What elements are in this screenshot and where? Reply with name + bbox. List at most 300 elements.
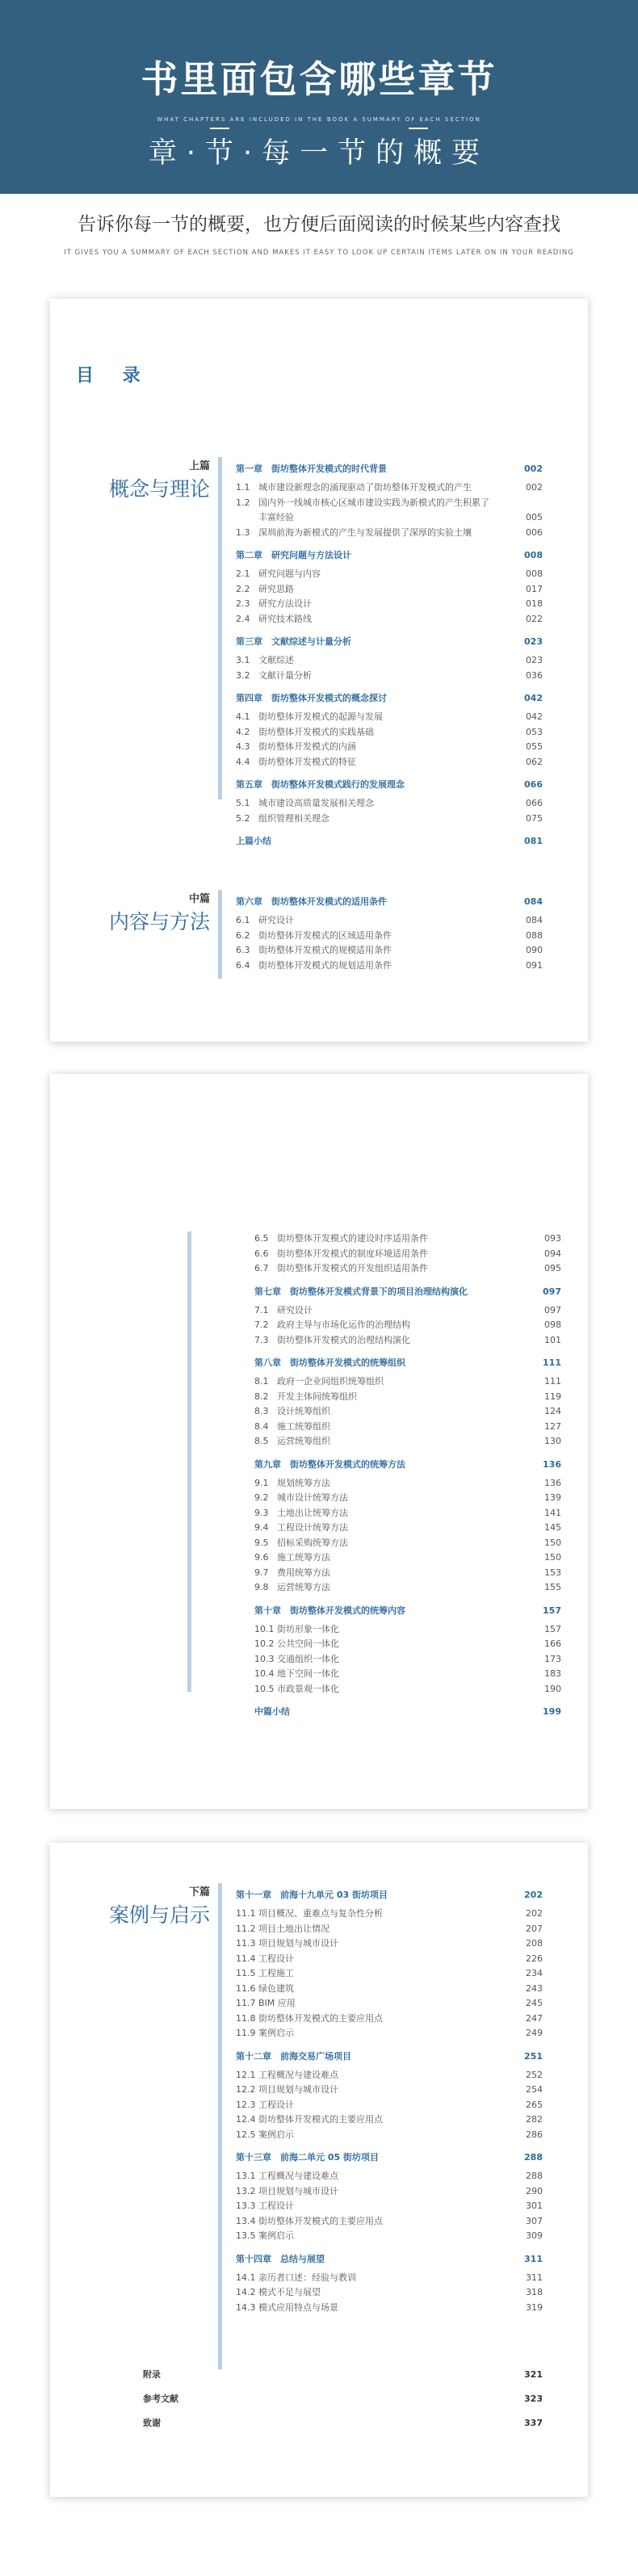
- toc-entry-page: 202: [524, 1890, 543, 1900]
- toc-list-middle: [236, 890, 543, 973]
- toc-entry-title: 第十章 街坊整体开发模式的统筹内容: [254, 1605, 405, 1616]
- toc-entry-number: 12.3: [236, 2099, 256, 2110]
- toc-entry-title: 街坊整体开发模式的区域适用条件: [258, 929, 392, 941]
- toc-chapter[interactable]: [236, 543, 543, 567]
- toc-entry-title: 街坊整体开发模式的治理结构演化: [277, 1334, 410, 1345]
- toc-entry-number: 9.7: [254, 1567, 269, 1578]
- toc-entry-page: 136: [543, 1458, 561, 1470]
- toc-entry-page: 136: [544, 1477, 561, 1488]
- toc-entry[interactable]: [254, 1667, 561, 1682]
- toc-entry-title: 第四章 街坊整体开发模式的概念探讨: [236, 693, 387, 703]
- toc-chapter[interactable]: [236, 630, 543, 653]
- toc-chapter[interactable]: [236, 890, 543, 913]
- toc-entry-number: 12.5: [236, 2129, 256, 2140]
- toc-entry[interactable]: [254, 1247, 561, 1262]
- toc-entry-title: 工程设计: [258, 1953, 294, 1964]
- toc-entry-page: 018: [526, 598, 543, 609]
- toc-entry-number: 11.2: [236, 1923, 256, 1934]
- toc-entry-page: 245: [526, 1998, 543, 2008]
- toc-entry-page: 190: [544, 1683, 561, 1694]
- toc-entry-title: 研究技术路线: [258, 613, 312, 624]
- toc-entry-page: 199: [543, 1706, 561, 1717]
- toc-entry[interactable]: [236, 1966, 543, 1982]
- toc-entry-title: 国内外一线城市核心区城市建设实践为新模式的产生积累了丰富经验: [258, 497, 489, 522]
- toc-entry[interactable]: [236, 2199, 543, 2214]
- toc-list-middle-cont: [254, 1231, 561, 1723]
- toc-entry-title: 街坊整体开发模式的开发组织适用条件: [277, 1263, 428, 1273]
- toc-entry-title: 城市建设新理念的涌现驱动了街坊整体开发模式的产生: [258, 482, 472, 493]
- toc-entry[interactable]: [254, 1580, 561, 1596]
- toc-entry-title: 第一章 街坊整体开发模式的时代背景: [236, 464, 387, 474]
- toc-entry-number: 1.1: [236, 482, 250, 493]
- toc-entry-title: 招标采购统筹方法: [277, 1537, 348, 1548]
- toc-entry-number: 13.1: [236, 2171, 256, 2181]
- toc-entry-page: 053: [526, 726, 543, 737]
- toc-summary[interactable]: [236, 829, 543, 853]
- toc-page-3: [50, 1843, 588, 2497]
- toc-entry-title: 致谢: [143, 2418, 161, 2428]
- toc-entry-title: BIM 应用: [258, 1998, 296, 2008]
- toc-entry-title: 施工统筹组织: [277, 1420, 330, 1432]
- toc-entry-number: 7.3: [254, 1334, 269, 1345]
- toc-list-upper: [236, 457, 543, 853]
- toc-entry[interactable]: [254, 1682, 561, 1697]
- toc-entry[interactable]: [236, 2301, 543, 2316]
- toc-entry-number: 11.8: [236, 2012, 256, 2024]
- toc-entry[interactable]: [236, 725, 543, 740]
- toc-summary[interactable]: [254, 1700, 561, 1723]
- toc-entry[interactable]: [254, 1434, 561, 1450]
- toc-entry-page: 130: [544, 1436, 561, 1446]
- toc-entry-number: 2.2: [236, 583, 250, 594]
- toc-entry-title: 街坊形象一体化: [277, 1623, 339, 1634]
- toc-entry-number: 13.2: [236, 2185, 256, 2196]
- toc-entry-page: 202: [526, 1908, 543, 1919]
- toc-entry-number: 10.5: [254, 1683, 275, 1694]
- toc-entry[interactable]: [236, 2012, 543, 2027]
- toc-entry-page: 111: [543, 1357, 561, 1368]
- header-banner: [0, 0, 638, 194]
- toc-chapter[interactable]: [254, 1351, 561, 1374]
- toc-backmatter[interactable]: [143, 2414, 543, 2432]
- toc-entry[interactable]: [236, 653, 543, 669]
- toc-entry-title: 案例启示: [258, 2230, 294, 2241]
- toc-entry-number: 8.4: [254, 1420, 269, 1432]
- toc-entry-title: 第十二章 前海交易广场项目: [236, 2050, 351, 2062]
- header-rule-left: [210, 128, 229, 129]
- toc-chapter[interactable]: [236, 2146, 543, 2169]
- toc-entry[interactable]: [236, 582, 543, 598]
- toc-entry-title: 第五章 街坊整体开发模式践行的发展理念: [236, 779, 405, 790]
- toc-entry-page: 119: [544, 1391, 561, 1402]
- toc-entry-number: 4.4: [236, 756, 250, 767]
- toc-entry-number: 5.1: [236, 798, 250, 808]
- toc-entry-page: 321: [524, 2369, 543, 2380]
- toc-entry[interactable]: [236, 1907, 543, 1922]
- toc-entry-page: 265: [526, 2099, 543, 2110]
- toc-entry-page: 337: [524, 2418, 543, 2428]
- toc-entry-page: 036: [526, 669, 543, 681]
- toc-entry-page: 075: [526, 812, 543, 824]
- toc-entry-page: 311: [524, 2253, 543, 2264]
- toc-entry[interactable]: [236, 913, 543, 929]
- toc-entry-title: 深圳前海为新模式的产生与发展提供了深厚的实验土壤: [258, 527, 472, 538]
- toc-entry-page: 318: [526, 2287, 543, 2297]
- toc-entry-title: 第七章 街坊整体开发模式背景下的项目治理结构演化: [254, 1286, 468, 1297]
- toc-entry[interactable]: [254, 1261, 561, 1277]
- toc-entry-title: 街坊整体开发模式的起源与发展: [258, 711, 383, 722]
- toc-entry-number: 8.1: [254, 1376, 269, 1387]
- toc-entry[interactable]: [254, 1521, 561, 1536]
- toc-chapter[interactable]: [236, 773, 543, 796]
- toc-chapter[interactable]: [236, 457, 543, 480]
- toc-entry-title: 第九章 街坊整体开发模式的统筹方法: [254, 1458, 405, 1470]
- toc-entry-title: 上篇小结: [236, 836, 271, 846]
- toc-entry-page: 234: [526, 1968, 543, 1978]
- toc-entry-number: 1.2: [236, 497, 250, 508]
- toc-entry-page: 173: [544, 1653, 561, 1664]
- toc-entry[interactable]: [254, 1404, 561, 1420]
- toc-entry-number: 2.4: [236, 613, 250, 624]
- toc-entry-number: 9.5: [254, 1537, 269, 1548]
- toc-entry-title: 案例启示: [258, 2129, 294, 2140]
- toc-entry-title: 运营统筹组织: [277, 1436, 330, 1446]
- toc-entry[interactable]: [236, 526, 543, 541]
- toc-entry-number: 9.8: [254, 1582, 269, 1592]
- toc-entry-number: 6.5: [254, 1233, 269, 1244]
- toc-entry-title: 城市建设高质量发展相关理念: [258, 798, 374, 808]
- toc-entry-page: 150: [544, 1552, 561, 1563]
- toc-entry-page: 166: [544, 1638, 561, 1649]
- toc-entry-page: 286: [526, 2129, 543, 2140]
- toc-entry-number: 12.1: [236, 2069, 256, 2080]
- toc-entry-title: 第二章 研究问题与方法设计: [236, 550, 351, 560]
- toc-entry-title: 公共空间一体化: [277, 1638, 339, 1649]
- toc-entry-title: 案例启示: [258, 2028, 294, 2038]
- toc-entry-number: 6.6: [254, 1248, 269, 1259]
- toc-entry-number: 4.3: [236, 741, 250, 752]
- toc-entry-title: 街坊整体开发模式的建设时序适用条件: [277, 1233, 428, 1244]
- toc-entry-title: 工程施工: [258, 1968, 294, 1978]
- toc-entry-title: 项目规划与城市设计: [258, 2185, 338, 2196]
- toc-entry-page: 101: [544, 1334, 561, 1345]
- toc-entry[interactable]: [236, 2128, 543, 2143]
- toc-entry-number: 10.2: [254, 1638, 275, 1649]
- toc-entry-number: 9.4: [254, 1522, 269, 1533]
- toc-entry-page: 023: [526, 655, 543, 665]
- toc-entry-page: 084: [526, 915, 543, 925]
- toc-entry-page: 002: [524, 464, 543, 474]
- toc-entry-number: 7.1: [254, 1304, 269, 1315]
- toc-entry-title: 街坊整体开发模式的规划适用条件: [258, 959, 392, 971]
- toc-entry-title: 市政景观一体化: [277, 1683, 339, 1694]
- toc-entry-title: 运营统筹方法: [277, 1582, 330, 1592]
- toc-entry-title: 街坊整体开发模式的实践基础: [258, 726, 374, 737]
- toc-entry-number: 7.2: [254, 1319, 269, 1330]
- toc-entry[interactable]: [236, 612, 543, 627]
- toc-entry-title: 交通组织一体化: [277, 1653, 339, 1664]
- toc-chapter[interactable]: [254, 1599, 561, 1622]
- toc-entry-page: 243: [526, 1982, 543, 1994]
- toc-entry[interactable]: [236, 567, 543, 582]
- toc-entry-page: 254: [526, 2084, 543, 2095]
- toc-chapter[interactable]: [236, 686, 543, 710]
- toc-entry-page: 155: [544, 1582, 561, 1592]
- toc-entry-page: 127: [544, 1420, 561, 1432]
- toc-entry-number: 9.1: [254, 1477, 269, 1488]
- toc-page-1: [50, 299, 588, 1042]
- toc-entry-page: 005: [526, 512, 543, 522]
- toc-entry-page: 055: [526, 741, 543, 752]
- toc-entry-title: 地下空间一体化: [277, 1668, 339, 1679]
- toc-entry[interactable]: [236, 1936, 543, 1952]
- toc-entry-title: 研究方法设计: [258, 598, 312, 609]
- part-title: 概念与理论: [108, 477, 210, 501]
- toc-entry-page: 088: [526, 929, 543, 941]
- toc-entry-page: 017: [526, 583, 543, 594]
- toc-entry-page: 157: [544, 1623, 561, 1634]
- toc-entry-title: 工程概况与建设难点: [258, 2171, 338, 2181]
- toc-entry-title: 项目规划与城市设计: [258, 1938, 338, 1949]
- part-title: 案例与启示: [108, 1903, 210, 1927]
- toc-entry[interactable]: [254, 1550, 561, 1566]
- toc-chapter[interactable]: [254, 1453, 561, 1476]
- toc-entry-page: 111: [544, 1376, 561, 1387]
- toc-list-backmatter: [143, 2360, 543, 2432]
- toc-entry[interactable]: [236, 2083, 543, 2098]
- toc-entry[interactable]: [236, 755, 543, 770]
- toc-entry[interactable]: [236, 597, 543, 612]
- toc-entry-number: 12.4: [236, 2114, 256, 2125]
- toc-entry[interactable]: [254, 1566, 561, 1581]
- part-heading-2: [50, 890, 210, 936]
- toc-entry-number: 8.2: [254, 1391, 269, 1402]
- part-label: 中篇: [188, 893, 210, 905]
- toc-entry-number: 6.1: [236, 915, 250, 925]
- toc-entry-page: 023: [524, 636, 543, 647]
- toc-entry-page: 098: [544, 1319, 561, 1330]
- toc-entry-page: 251: [524, 2050, 543, 2062]
- toc-entry-page: 145: [544, 1522, 561, 1533]
- toc-entry-number: 2.3: [236, 598, 250, 609]
- toc-entry-page: 288: [526, 2171, 543, 2181]
- toc-entry[interactable]: [254, 1231, 561, 1247]
- toc-entry[interactable]: [236, 496, 543, 526]
- toc-entry-number: 13.5: [236, 2230, 256, 2241]
- toc-entry-title: 费用统筹方法: [277, 1567, 330, 1578]
- toc-entry[interactable]: [236, 1982, 543, 1997]
- toc-entry[interactable]: [236, 710, 543, 725]
- toc-entry-page: 093: [544, 1233, 561, 1244]
- toc-entry[interactable]: [254, 1506, 561, 1521]
- toc-entry-title: 第十一章 前海十九单元 03 街坊项目: [236, 1890, 388, 1900]
- toc-entry-title: 项目土地出让情况: [258, 1923, 329, 1934]
- toc-entry-page: 311: [526, 2272, 543, 2283]
- toc-entry[interactable]: [254, 1637, 561, 1652]
- toc-entry-title: 街坊整体开发模式的主要应用点: [258, 2114, 383, 2125]
- toc-entry-title: 施工统筹方法: [277, 1552, 330, 1563]
- toc-entry[interactable]: [236, 2098, 543, 2113]
- toc-entry[interactable]: [236, 812, 543, 827]
- toc-entry[interactable]: [236, 2068, 543, 2083]
- toc-entry-page: 290: [526, 2185, 543, 2196]
- toc-entry-title: 工程设计: [258, 2099, 294, 2110]
- toc-entry-title: 研究问题与内容: [258, 568, 321, 579]
- toc-entry-title: 研究设计: [277, 1304, 313, 1315]
- toc-entry[interactable]: [236, 1996, 543, 2012]
- toc-backmatter[interactable]: [143, 2390, 543, 2408]
- toc-entry-number: 1.3: [236, 527, 250, 538]
- toc-entry-page: 288: [524, 2152, 543, 2163]
- toc-entry[interactable]: [254, 1374, 561, 1390]
- toc-entry-page: 301: [526, 2201, 543, 2211]
- toc-entry-number: 10.4: [254, 1668, 275, 1679]
- toc-entry[interactable]: [254, 1491, 561, 1506]
- toc-entry-title: 第十四章 总结与展望: [236, 2253, 325, 2264]
- toc-entry-page: 062: [526, 756, 543, 767]
- toc-entry-title: 参考文献: [143, 2393, 178, 2404]
- section-bar: [187, 1231, 191, 1692]
- toc-entry-page: 042: [526, 711, 543, 722]
- section-bar: [218, 457, 222, 799]
- toc-entry-title: 街坊整体开发模式的特征: [258, 756, 356, 767]
- toc-entry-number: 13.3: [236, 2201, 256, 2211]
- toc-entry-title: 研究思路: [258, 583, 294, 594]
- toc-entry-page: 094: [544, 1248, 561, 1259]
- toc-entry[interactable]: [254, 1420, 561, 1435]
- header-title-en: WHAT CHAPTERS ARE INCLUDED IN THE BOOK A SUMMARY OF EACH SECTION: [157, 116, 481, 123]
- toc-entry-number: 6.2: [236, 929, 250, 941]
- toc-entry[interactable]: [236, 2229, 543, 2244]
- toc-entry-title: 规划统筹方法: [277, 1477, 330, 1488]
- toc-entry-number: 2.1: [236, 568, 250, 579]
- toc-entry-page: 084: [524, 896, 543, 907]
- toc-entry[interactable]: [236, 2214, 543, 2230]
- part-heading-1: [50, 457, 210, 503]
- toc-entry[interactable]: [254, 1318, 561, 1333]
- toc-entry[interactable]: [254, 1333, 561, 1349]
- toc-list-lower: [236, 1883, 543, 2315]
- toc-entry-page: 282: [526, 2114, 543, 2125]
- toc-entry-page: 091: [526, 959, 543, 971]
- toc-entry[interactable]: [236, 2112, 543, 2128]
- intro-text: 告诉你每一节的概要，也方便后面阅读的时候某些内容查找: [78, 214, 560, 235]
- header-subtitle: 章·节·每一节的概要: [148, 137, 490, 170]
- toc-entry[interactable]: [254, 1303, 561, 1319]
- toc-entry[interactable]: [236, 480, 543, 496]
- toc-entry-number: 9.6: [254, 1552, 269, 1563]
- toc-entry[interactable]: [236, 2184, 543, 2200]
- toc-entry-page: 183: [544, 1668, 561, 1679]
- toc-entry-title: 第三章 文献综述与计量分析: [236, 636, 351, 647]
- toc-backmatter[interactable]: [143, 2366, 543, 2384]
- toc-entry-page: 124: [544, 1406, 561, 1416]
- toc-entry[interactable]: [254, 1536, 561, 1551]
- toc-entry-number: 4.1: [236, 711, 250, 722]
- toc-entry-number: 10.1: [254, 1623, 275, 1634]
- toc-entry-title: 文献综述: [258, 655, 294, 665]
- toc-entry-page: 022: [526, 613, 543, 624]
- toc-chapter[interactable]: [254, 1280, 561, 1303]
- toc-entry-page: 002: [526, 482, 543, 493]
- toc-entry-page: 042: [524, 693, 543, 703]
- toc-entry-page: 141: [544, 1507, 561, 1518]
- toc-entry[interactable]: [236, 2026, 543, 2041]
- toc-entry-title: 城市设计统筹方法: [277, 1492, 348, 1503]
- toc-entry-page: 090: [526, 945, 543, 955]
- toc-entry[interactable]: [236, 796, 543, 812]
- section-bar: [218, 1883, 222, 2369]
- toc-entry-title: 政府主导与市场化运作的治理结构: [277, 1319, 410, 1330]
- toc-entry-page: 008: [524, 550, 543, 560]
- toc-entry-page: 252: [526, 2069, 543, 2080]
- toc-entry-number: 8.3: [254, 1406, 269, 1416]
- toc-chapter[interactable]: [236, 2247, 543, 2271]
- toc-entry-number: 9.3: [254, 1507, 269, 1518]
- toc-chapter[interactable]: [236, 1883, 543, 1907]
- toc-entry-title: 第八章 街坊整体开发模式的统筹组织: [254, 1357, 405, 1368]
- toc-entry[interactable]: [236, 2285, 543, 2301]
- toc-entry-page: 207: [526, 1923, 543, 1934]
- toc-entry-number: 4.2: [236, 726, 250, 737]
- toc-entry-page: 081: [524, 836, 543, 846]
- part-heading-3: [50, 1883, 210, 1929]
- toc-entry-number: 3.2: [236, 669, 250, 681]
- toc-entry-page: 208: [526, 1938, 543, 1949]
- toc-entry[interactable]: [254, 1652, 561, 1668]
- toc-entry-title: 模式应用特点与场景: [258, 2301, 338, 2313]
- toc-entry-title: 第六章 街坊整体开发模式的适用条件: [236, 896, 387, 907]
- toc-entry-number: 11.6: [236, 1982, 256, 1994]
- toc-chapter[interactable]: [236, 2045, 543, 2068]
- toc-entry-number: 3.1: [236, 655, 250, 665]
- toc-entry-title: 中篇小结: [254, 1706, 290, 1717]
- toc-entry[interactable]: [236, 2271, 543, 2286]
- toc-entry-page: 309: [526, 2230, 543, 2241]
- toc-entry[interactable]: [254, 1390, 561, 1405]
- toc-entry[interactable]: [254, 1622, 561, 1638]
- toc-entry[interactable]: [236, 943, 543, 959]
- intro-text-en: IT GIVES YOU A SUMMARY OF EACH SECTION AND MAKES IT EASY TO LOOK UP CERTAIN ITEMS LATER ON IN YOUR READING: [64, 249, 574, 257]
- toc-entry-title: 第十三章 前海二单元 05 街坊项目: [236, 2152, 379, 2163]
- toc-entry-title: 街坊整体开发模式的规模适用条件: [258, 945, 392, 955]
- toc-entry-title: 街坊整体开发模式的主要应用点: [258, 2215, 383, 2226]
- toc-entry-number: 14.1: [236, 2272, 256, 2283]
- toc-entry[interactable]: [236, 959, 543, 974]
- toc-entry[interactable]: [236, 2169, 543, 2184]
- toc-entry-page: 150: [544, 1537, 561, 1548]
- toc-entry-title: 研究设计: [258, 915, 294, 925]
- toc-entry-number: 12.2: [236, 2084, 256, 2095]
- toc-entry[interactable]: [236, 1922, 543, 1937]
- toc-entry-number: 11.4: [236, 1953, 256, 1964]
- toc-entry-number: 14.3: [236, 2301, 256, 2313]
- toc-entry-number: 6.4: [236, 959, 250, 971]
- toc-entry[interactable]: [254, 1476, 561, 1491]
- toc-entry[interactable]: [236, 740, 543, 755]
- toc-entry-title: 组织管理相关理念: [258, 812, 329, 824]
- toc-entry[interactable]: [236, 1952, 543, 1967]
- toc-entry-title: 设计统筹组织: [277, 1406, 330, 1416]
- toc-entry-number: 13.4: [236, 2215, 256, 2226]
- toc-entry[interactable]: [236, 669, 543, 684]
- toc-entry-number: 10.3: [254, 1653, 275, 1664]
- toc-heading: 目 录: [76, 366, 152, 386]
- toc-entry-page: 095: [544, 1263, 561, 1273]
- toc-entry-title: 亲历者口述：经验与教训: [258, 2272, 356, 2283]
- toc-entry[interactable]: [236, 929, 543, 944]
- toc-entry-page: 247: [526, 2012, 543, 2024]
